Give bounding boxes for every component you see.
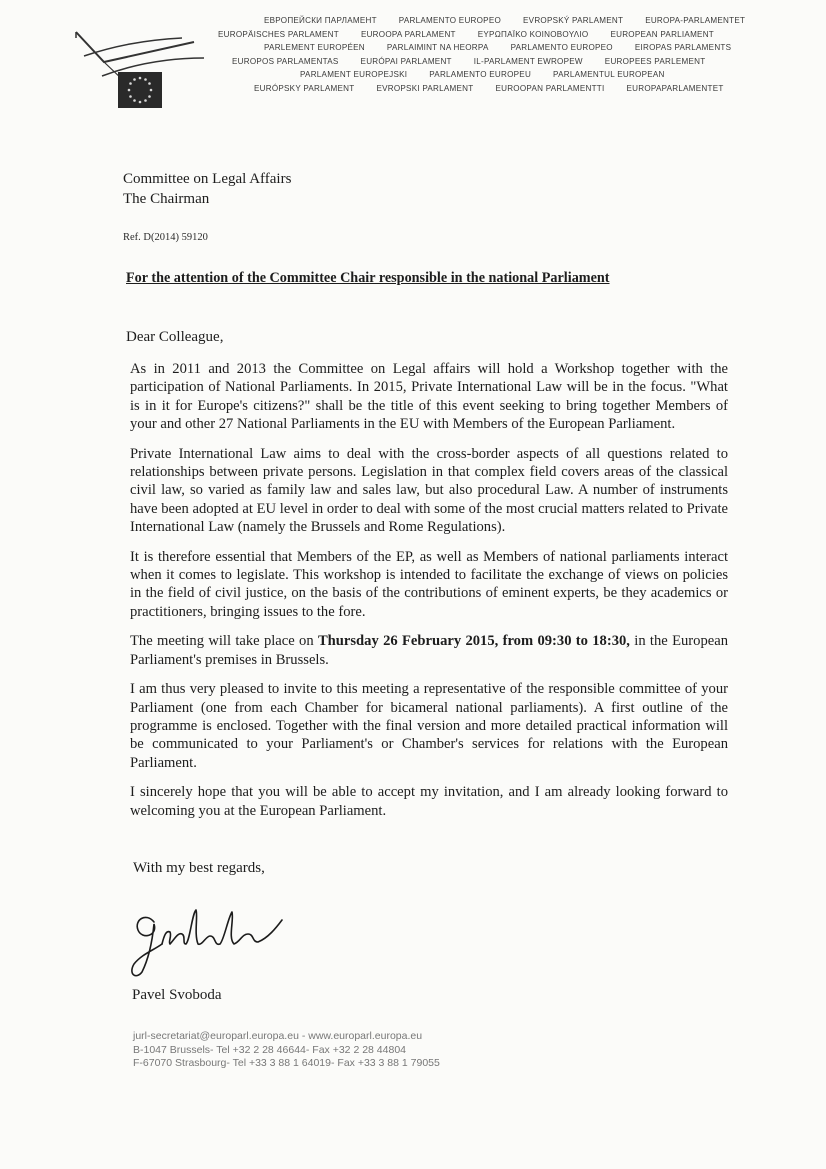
institution-name: EUROPOS PARLAMENTAS bbox=[232, 57, 339, 66]
institution-name: EUROPEAN PARLIAMENT bbox=[610, 30, 714, 39]
paragraph: I sincerely hope that you will be able to accept my invitation, and I am already looking forward to welcoming you at the European Parliament. bbox=[130, 784, 728, 819]
handwritten-signature bbox=[124, 900, 284, 980]
institution-name: ΕΥΡΩΠΑΪΚΟ ΚΟΙΝΟΒΟΥΛΙΟ bbox=[477, 30, 589, 39]
institution-name: EUROPEES PARLEMENT bbox=[604, 57, 706, 66]
paragraph-meeting bbox=[130, 632, 728, 669]
paragraph: As in 2011 and 2013 the Committee on Legal affairs will hold a Workshop together with the participation of National Parliaments. In 2015, Private International Law will be in the focus. "What is in it for Europe's citizens?" shall be the title of this event seeking to bring together Members of your and other 27 National Parliaments in the EU with Members of the European Parliament. bbox=[130, 361, 728, 433]
meeting-date-time: Thursday 26 February 2015, from 09:30 to 18:30, bbox=[317, 633, 630, 650]
institution-name: IL-PARLAMENT EWROPEW bbox=[473, 57, 583, 66]
meeting-text-after: in the European Parliament's premises in Brussels. bbox=[130, 633, 728, 668]
institution-names-row bbox=[264, 16, 767, 25]
closing: With my best regards, bbox=[133, 860, 265, 876]
institution-name: EUROPÄISCHES PARLAMENT bbox=[218, 30, 339, 39]
contact-footer bbox=[133, 1030, 440, 1071]
institution-name: EUROPAPARLAMENTET bbox=[626, 84, 724, 93]
institution-name: PARLAMENTUL EUROPEAN bbox=[553, 70, 665, 79]
meeting-text-before: The meeting will take place on bbox=[130, 633, 318, 650]
signatory-name: Pavel Svoboda bbox=[132, 987, 222, 1003]
letter-subject: For the attention of the Committee Chair responsible in the national Parliament bbox=[126, 270, 610, 286]
paragraph: It is therefore essential that Members of the EP, as well as Members of national parliaments interact when it comes to legislate. This workshop is intended to facilitate the exchange of views on policies in the field of civil justice, on the basis of the contributions of eminent experts, be they academics or practitioners, bringing issues to the fore. bbox=[130, 548, 728, 620]
contact-brussels: B-1047 Brussels- Tel +32 2 28 46644- Fax +32 2 28 44804 bbox=[133, 1043, 406, 1056]
letter-body bbox=[130, 360, 728, 831]
reference-number: Ref. D(2014) 59120 bbox=[123, 232, 208, 243]
greeting: Dear Colleague, bbox=[126, 329, 224, 345]
institution-name: PARLAMENTO EUROPEO bbox=[398, 16, 502, 25]
sender-block bbox=[123, 169, 291, 209]
paragraph: Private International Law aims to deal with the cross-border aspects of all questions related to relationships between private persons. Legislation in that complex field covers areas of the classical civil law, so varied as family law and sales law, but also procedural Law. A number of instruments have been adopted at EU level in order to deal with some of the most crucial matters related to Private International Law (namely the Brussels and Rome Regulations). bbox=[130, 445, 728, 536]
institution-names-row bbox=[300, 70, 687, 79]
institution-name: EUROOPA PARLAMENT bbox=[360, 30, 456, 39]
contact-strasbourg: F-67070 Strasbourg- Tel +33 3 88 1 64019- Fax +33 3 88 1 79055 bbox=[133, 1057, 440, 1069]
institution-names-row bbox=[218, 30, 736, 39]
institution-name: EVROPSKÝ PARLAMENT bbox=[523, 16, 624, 25]
institution-name: EUROPA-PARLAMENTET bbox=[645, 16, 746, 25]
institution-name: PARLAIMINT NA HEORPA bbox=[386, 43, 489, 52]
institution-names-row bbox=[232, 57, 727, 66]
institution-name: PARLAMENT EUROPEJSKI bbox=[300, 70, 408, 79]
institution-name: PARLAMENTO EUROPEO bbox=[510, 43, 613, 52]
european-parliament-logo bbox=[74, 28, 224, 120]
paragraph: I am thus very pleased to invite to this meeting a representative of the responsible committee of your Parliament (one from each Chamber for bicameral national parliaments). A first outline of the programme is enclosed. Together with the final version and more detailed practical information will be communicated to your Parliament's or Chamber's services for relations with the European Parliament. bbox=[130, 681, 728, 771]
institution-names-row bbox=[264, 43, 753, 52]
sender-committee: Committee on Legal Affairs bbox=[123, 171, 292, 187]
sender-title: The Chairman bbox=[123, 191, 210, 207]
institution-name: PARLEMENT EUROPÉEN bbox=[264, 43, 365, 52]
institution-name: PARLAMENTO EUROPEU bbox=[429, 70, 532, 79]
institution-name: EIROPAS PARLAMENTS bbox=[634, 43, 732, 52]
institution-name: EVROPSKI PARLAMENT bbox=[376, 84, 474, 93]
institution-name: EUROOPAN PARLAMENTTI bbox=[495, 84, 605, 93]
institution-name: EURÓPSKY PARLAMENT bbox=[254, 84, 355, 93]
institution-name: EURÓPAI PARLAMENT bbox=[360, 57, 452, 66]
institution-name: ЕВРОПЕЙСКИ ПАРЛАМЕНТ bbox=[264, 16, 377, 25]
contact-email-website: jurl-secretariat@europarl.europa.eu - www.europarl.europa.eu bbox=[133, 1030, 423, 1042]
institution-names-row bbox=[254, 84, 746, 93]
